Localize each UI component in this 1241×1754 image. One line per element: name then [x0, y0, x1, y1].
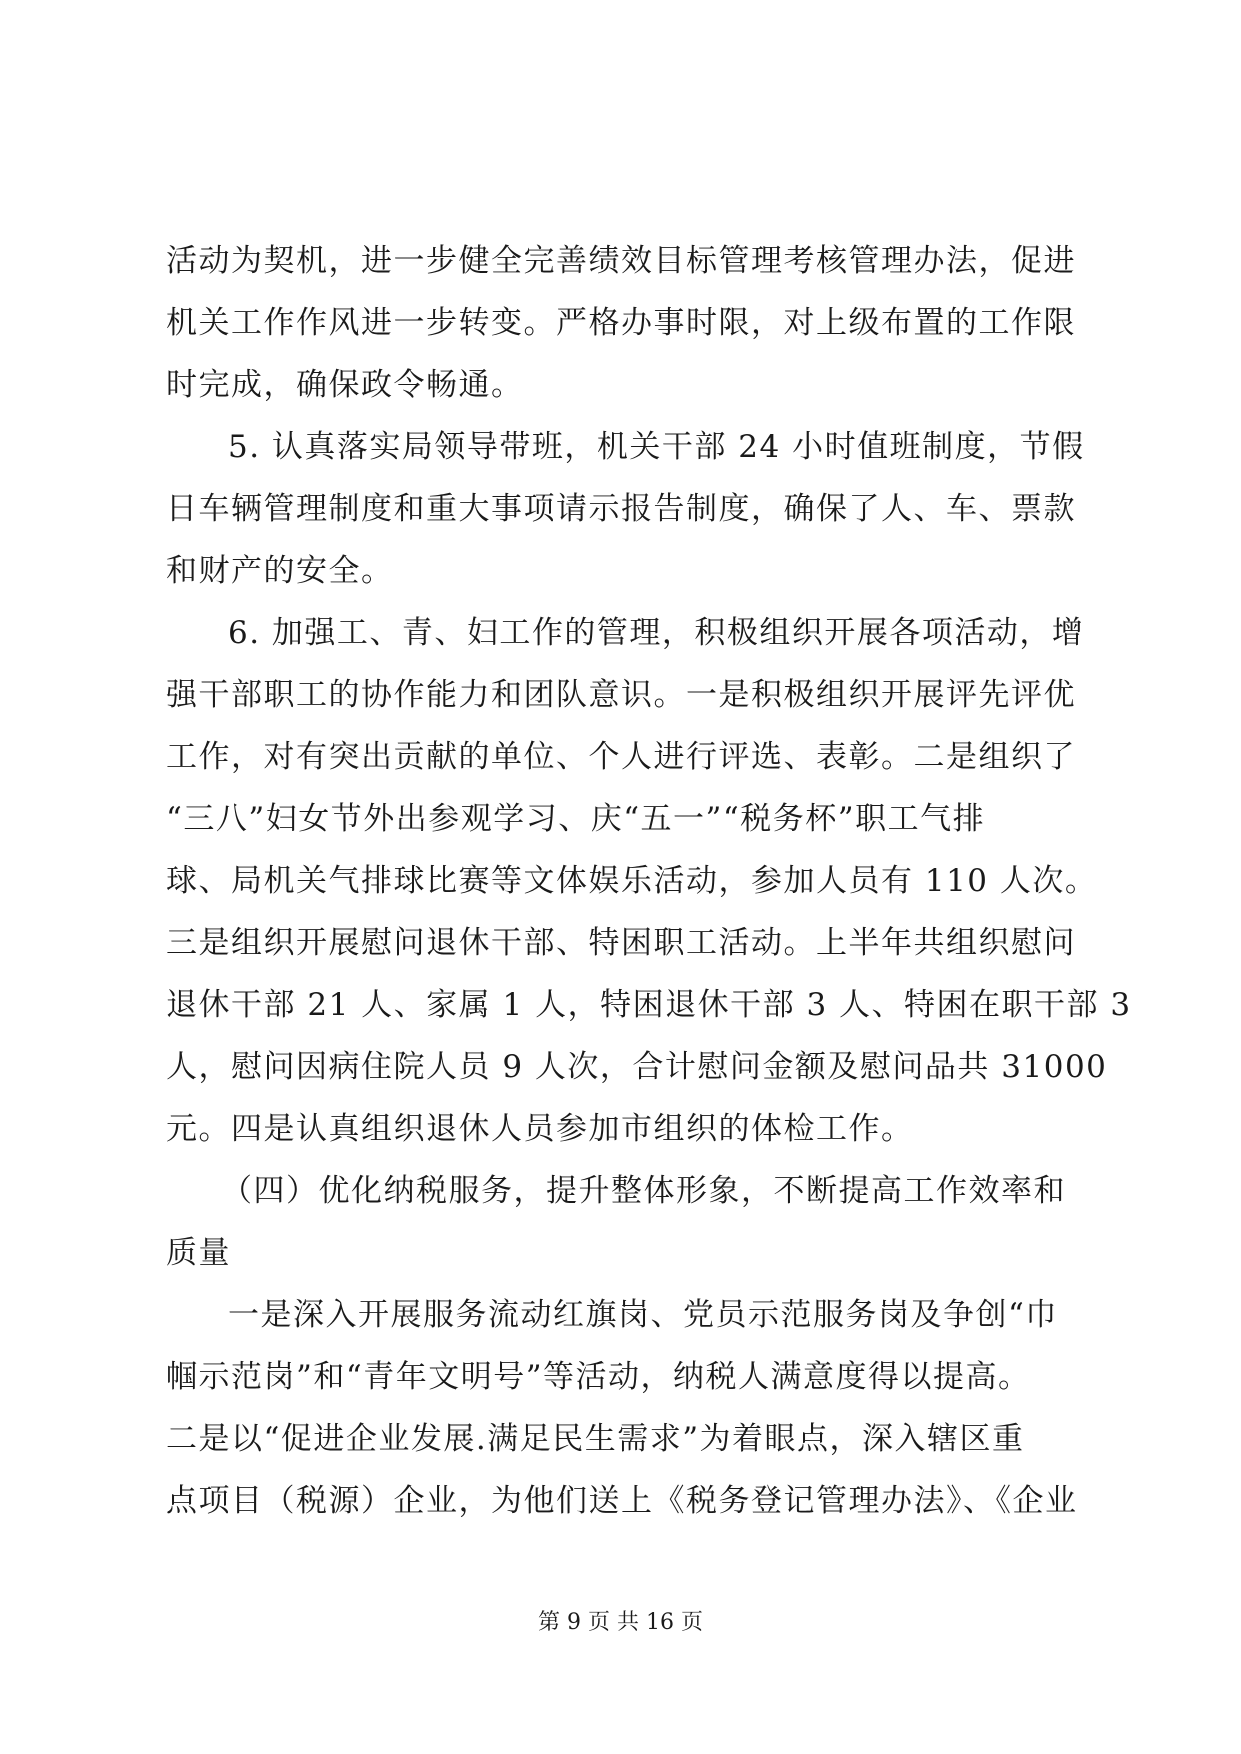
text-line: 帼示范岗”和“青年文明号”等活动，纳税人满意度得以提高。 [166, 1359, 1031, 1395]
text-line: 强干部职工的协作能力和团队意识。一是积极组织开展评先评优 [166, 677, 1076, 713]
section-heading-line: （四）优化纳税服务，提升整体形象，不断提高工作效率和 [221, 1173, 1066, 1209]
text-line: 球、局机关气排球比赛等文体娱乐活动，参加人员有 110 人次。 [166, 863, 1098, 899]
text-line: 和财产的安全。 [166, 553, 394, 589]
page-number-footer: 第 9 页 共 16 页 [538, 1610, 703, 1635]
text-line: 退休干部 21 人、家属 1 人，特困退休干部 3 人、特困在职干部 3 [166, 987, 1132, 1023]
text-line: 活动为契机，进一步健全完善绩效目标管理考核管理办法，促进 [166, 243, 1076, 279]
text-line: 元。四是认真组织退休人员参加市组织的体检工作。 [166, 1111, 914, 1147]
text-line: 时完成，确保政令畅通。 [166, 367, 524, 403]
text-line: “三八”妇女节外出参观学习、庆“五一”“税务杯”职工气排 [166, 801, 986, 837]
section-heading-line: 质量 [166, 1235, 231, 1271]
text-line: 工作，对有突出贡献的单位、个人进行评选、表彰。二是组织了 [166, 739, 1076, 775]
text-line: 机关工作作风进一步转变。严格办事时限，对上级布置的工作限 [166, 305, 1076, 341]
text-line: 6. 加强工、青、妇工作的管理，积极组织开展各项活动，增 [228, 615, 1085, 651]
text-line: 日车辆管理制度和重大事项请示报告制度，确保了人、车、票款 [166, 491, 1076, 527]
text-line: 点项目（税源）企业，为他们送上《税务登记管理办法》、《企业 [166, 1483, 1078, 1519]
text-line: 二是以“促进企业发展.满足民生需求”为着眼点，深入辖区重 [166, 1421, 1025, 1457]
text-line: 三是组织开展慰问退休干部、特困职工活动。上半年共组织慰问 [166, 925, 1076, 961]
text-line: 一是深入开展服务流动红旗岗、党员示范服务岗及争创“巾 [228, 1297, 1058, 1333]
document-body [166, 230, 1132, 1532]
text-line: 5. 认真落实局领导带班，机关干部 24 小时值班制度，节假 [228, 429, 1085, 465]
text-line: 人，慰问因病住院人员 9 人次，合计慰问金额及慰问品共 31000 [166, 1049, 1108, 1085]
